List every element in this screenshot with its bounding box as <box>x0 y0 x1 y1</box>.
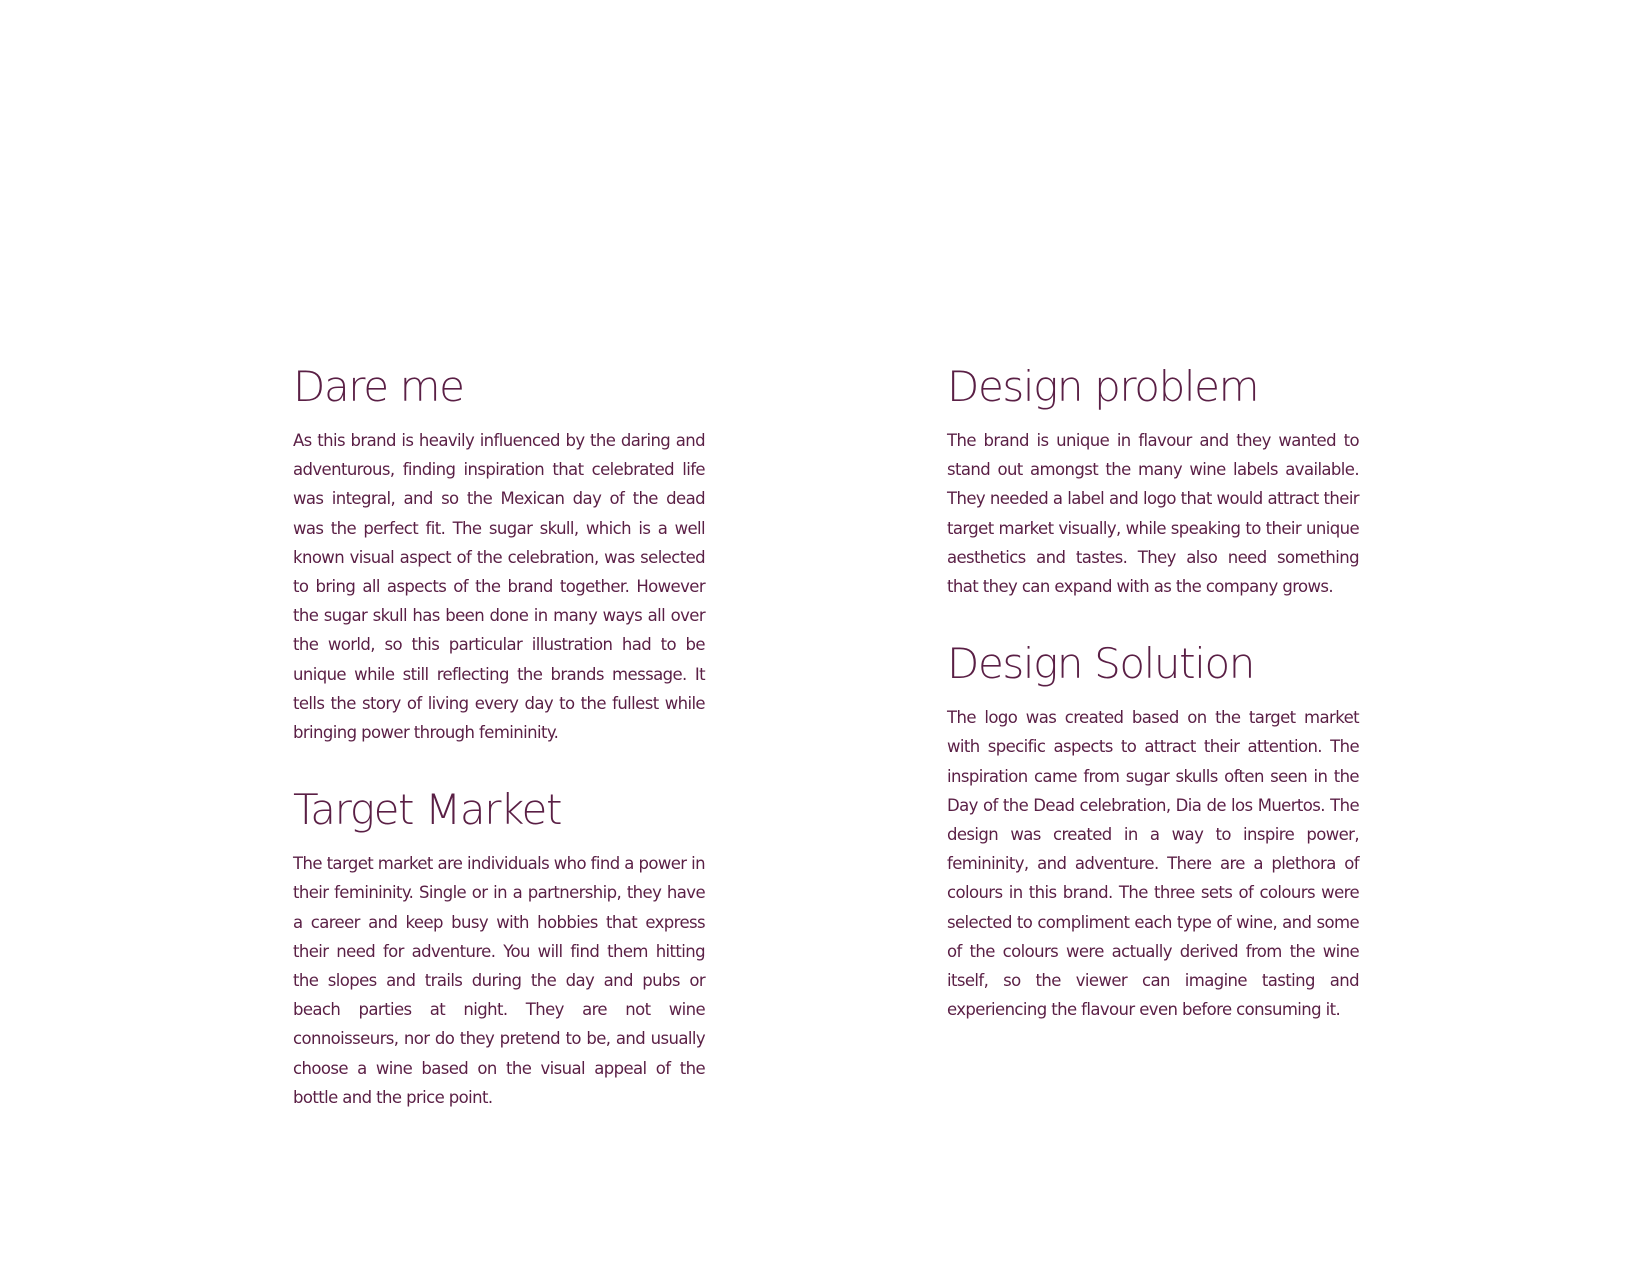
design-solution-heading: Design Solution <box>947 639 1255 689</box>
target-market-body: The target market are individuals who find a power in their femininity. Single or in a partnership, they have a career and keep busy with hobbies that express their need for adventure. You will find them hitting the slopes and trails during the day and pubs or beach parties at night. They are not wine connoisseurs, nor do they pretend to be, and usually choose a wine based on the visual appeal of the bottle and the price point. <box>293 854 705 1107</box>
dare-me-heading: Dare me <box>293 362 464 411</box>
left-column <box>293 360 705 1112</box>
design-solution-section <box>947 637 1359 1024</box>
target-market-section <box>293 783 705 1112</box>
design-problem-heading: Design problem <box>947 362 1259 411</box>
dare-me-section <box>293 360 705 747</box>
design-problem-section <box>947 360 1359 601</box>
design-solution-body: The logo was created based on the target market with specific aspects to attract their attention. The inspiration came from sugar skulls often seen in the Day of the Dead celebration, Dia de los Muertos. The design was created in a way to inspire power, femininity, and adventure. There are a plethora of colours in this brand. The three sets of colours were selected to compliment each type of wine, and some of the colours were actually derived from the wine itself, so the viewer can imagine tasting and experiencing the flavour even before consuming it. <box>947 708 1359 1020</box>
right-column <box>947 360 1359 1024</box>
target-market-heading: Target Market <box>293 785 562 835</box>
dare-me-body: As this brand is heavily influenced by the daring and adventurous, finding inspiration that celebrated life was integral, and so the Mexican day of the dead was the perfect fit. The sugar skull, which is a well known visual aspect of the celebration, was selected to bring all aspects of the brand together. However the sugar skull has been done in many ways all over the world, so this particular illustration had to be unique while still reflecting the brands message. It tells the story of living every day to the fullest while bringing power through femininity. <box>293 431 705 743</box>
design-problem-body: The brand is unique in flavour and they wanted to stand out amongst the many wine labels available. They needed a label and logo that would attract their target market visually, while speaking to their unique aesthetics and tastes. They also need something that they can expand with as the company grows. <box>947 431 1359 597</box>
